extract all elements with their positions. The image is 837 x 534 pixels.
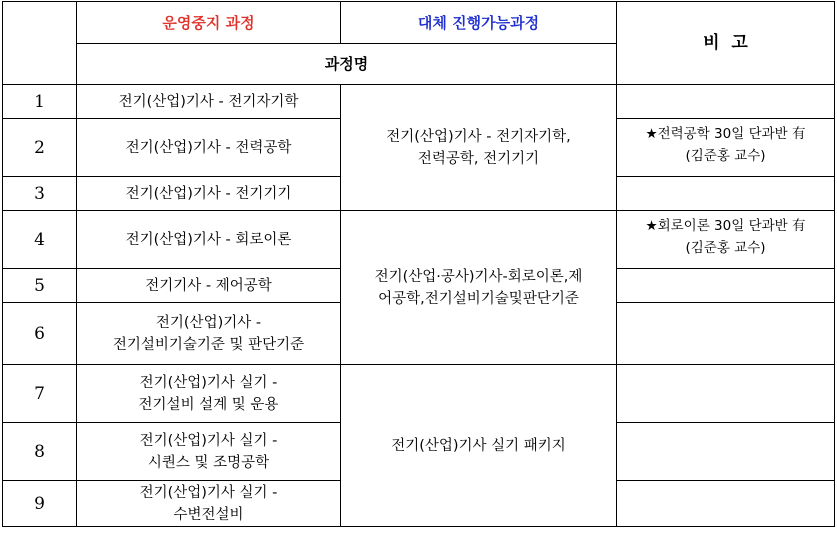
table-row xyxy=(3,211,835,269)
header-suspended-course: 운영중지 과정 xyxy=(77,2,341,44)
suspended-course-cell: 전기(산업)기사 - 전력공학 xyxy=(77,119,341,177)
remarks-cell xyxy=(617,303,835,365)
row-number: 8 xyxy=(3,423,77,481)
header-alternative-course: 대체 진행가능과정 xyxy=(341,2,617,44)
alternative-course-cell: 전기(산업·공사)기사-회로이론,제 어공학,전기설비기술및판단기준 xyxy=(341,211,617,365)
header-number-blank xyxy=(3,2,77,85)
suspended-course-cell: 전기(산업)기사 실기 - 수변전설비 xyxy=(77,481,341,527)
header-remarks: 비 고 xyxy=(617,2,835,85)
remarks-cell xyxy=(617,423,835,481)
remarks-cell xyxy=(617,481,835,527)
remarks-note: ★전력공학 30일 단과반 有 (김준홍 교수) xyxy=(617,119,835,177)
row-number: 9 xyxy=(3,481,77,527)
alternative-course-cell: 전기(산업)기사 실기 패키지 xyxy=(341,365,617,527)
row-number: 7 xyxy=(3,365,77,423)
suspended-course-cell: 전기(산업)기사 - 전기설비기술기준 및 판단기준 xyxy=(77,303,341,365)
suspended-course-cell: 전기(산업)기사 실기 - 전기설비 설계 및 운용 xyxy=(77,365,341,423)
row-number: 2 xyxy=(3,119,77,177)
table-row xyxy=(3,85,835,119)
remarks-cell xyxy=(617,177,835,211)
row-number: 1 xyxy=(3,85,77,119)
row-number: 3 xyxy=(3,177,77,211)
remarks-cell xyxy=(617,85,835,119)
row-number: 6 xyxy=(3,303,77,365)
remarks-note: ★회로이론 30일 단과반 有 (김준홍 교수) xyxy=(617,211,835,269)
suspended-course-cell: 전기(산업)기사 실기 - 시퀀스 및 조명공학 xyxy=(77,423,341,481)
suspended-course-cell: 전기(산업)기사 - 전기기기 xyxy=(77,177,341,211)
suspended-course-cell: 전기(산업)기사 - 회로이론 xyxy=(77,211,341,269)
course-table xyxy=(2,1,835,527)
table-row xyxy=(3,365,835,423)
header-course-name: 과정명 xyxy=(77,44,617,85)
suspended-course-cell: 전기기사 - 제어공학 xyxy=(77,269,341,303)
alternative-course-cell: 전기(산업)기사 - 전기자기학, 전력공학, 전기기기 xyxy=(341,85,617,211)
suspended-course-cell: 전기(산업)기사 - 전기자기학 xyxy=(77,85,341,119)
remarks-cell xyxy=(617,365,835,423)
remarks-cell xyxy=(617,269,835,303)
row-number: 4 xyxy=(3,211,77,269)
row-number: 5 xyxy=(3,269,77,303)
